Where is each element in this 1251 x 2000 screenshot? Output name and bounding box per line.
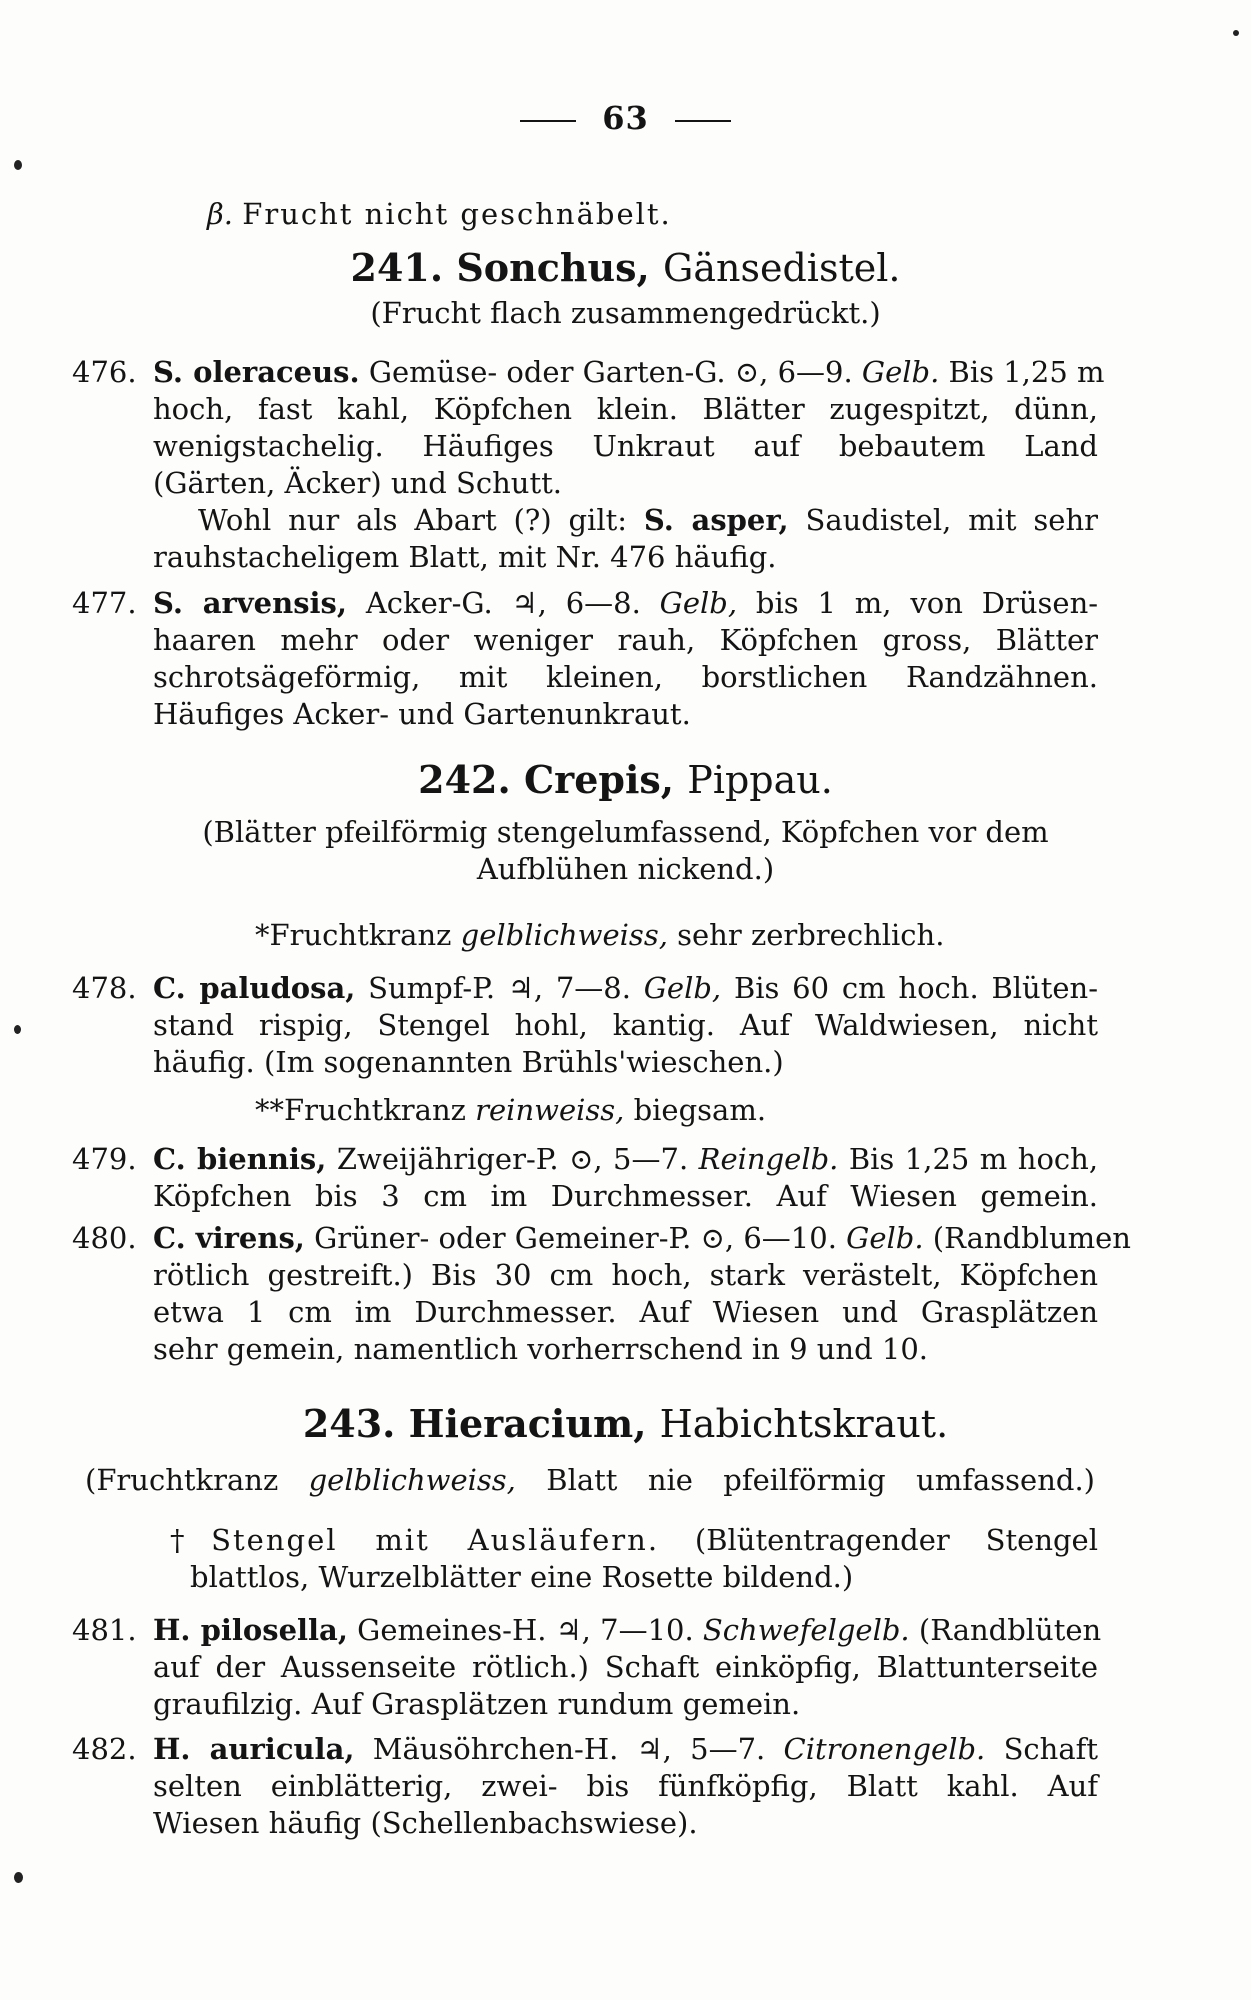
key-text: Fruchtkranz <box>284 1093 476 1127</box>
entry-476-line-6: rauhstacheligem Blatt, mit Nr. 476 häufig. <box>153 540 777 574</box>
entry-text: Bis 60 cm hoch. Blüten- <box>733 971 1098 1005</box>
flower-color: Schwefelgelb. <box>702 1613 910 1647</box>
species-common: Saudistel, <box>788 503 952 537</box>
entry-text: (Randblüten <box>918 1613 1102 1647</box>
entry-text: Bis 1,25 m <box>948 355 1105 389</box>
scan-speck <box>14 160 22 170</box>
key-text: sehr zerbrechlich. <box>667 918 945 952</box>
key-text-spaced: Stengel mit Ausläufern. <box>211 1523 660 1557</box>
entry-476-line-4: (Gärten, Äcker) und Schutt. <box>153 466 563 500</box>
left-dash <box>520 120 576 122</box>
note-text: (Fruchtkranz <box>85 1463 309 1497</box>
genus-242-note-line-1: (Blätter pfeilförmig stengelumfassend, Köpfchen vor dem <box>202 815 1049 849</box>
species-latin: S. asper, <box>643 503 789 537</box>
entry-478-line-1 <box>72 970 1098 1006</box>
key-text-italic: reinweiss, <box>475 1093 625 1127</box>
entry-480-line-4: sehr gemein, namentlich vorherrschend in 9 und 10. <box>153 1332 929 1366</box>
entry-482-line-2: selten einblätterig, zwei- bis fünfköpfig, Blatt kahl. Auf <box>153 1769 1098 1803</box>
entry-text: mit sehr <box>951 503 1098 537</box>
lifecycle: ♃, 6—8. <box>511 586 641 620</box>
flower-color: Gelb, <box>659 586 738 620</box>
entry-478-line-3: häufig. (Im sogenannten Brühls'wieschen.) <box>153 1045 784 1079</box>
scan-speck <box>1233 30 1239 36</box>
scan-speck <box>14 1025 21 1034</box>
lifecycle: ⊙, 6—10. <box>700 1221 837 1255</box>
entry-481-line-1 <box>72 1612 1102 1648</box>
flower-color: Gelb. <box>846 1221 924 1255</box>
flower-color: Gelb, <box>643 971 722 1005</box>
genus-heading-242 <box>0 758 1251 802</box>
entry-479-line-1 <box>72 1141 1098 1177</box>
entry-476-line-5 <box>198 502 1098 538</box>
genus-heading-241 <box>0 246 1251 290</box>
genus-number: 242. <box>418 757 511 802</box>
flower-color: Citronengelb. <box>783 1732 986 1766</box>
entry-477-line-1 <box>72 585 1098 621</box>
entry-476-line-2: hoch, fast kahl, Köpfchen klein. Blätter zugespitzt, dünn, <box>153 392 1098 426</box>
entry-478-line-2: stand rispig, Stengel hohl, kantig. Auf Waldwiesen, nicht <box>153 1008 1098 1042</box>
entry-477-line-2: haaren mehr oder weniger rauh, Köpfchen gross, Blätter <box>153 623 1098 657</box>
beta-heading-text: Frucht nicht geschnäbelt. <box>242 197 672 231</box>
species-latin: C. biennis, <box>153 1142 327 1176</box>
genus-number: 241. <box>350 245 444 290</box>
species-latin: S. oleraceus. <box>153 355 360 389</box>
genus-heading-243 <box>0 1402 1251 1446</box>
flower-color: Gelb. <box>861 355 940 389</box>
lifecycle: ⊙, 6—9. <box>734 355 853 389</box>
species-common: Acker-G. <box>365 586 493 620</box>
entry-480-line-1 <box>72 1220 1131 1256</box>
entry-text: (Randblumen <box>932 1221 1131 1255</box>
key-dagger-line-2: blattlos, Wurzelblätter eine Rosette bildend.) <box>190 1560 854 1594</box>
species-latin: C. paludosa, <box>153 971 356 1005</box>
entry-482-line-3: Wiesen häufig (Schellenbachswiese). <box>153 1806 698 1840</box>
species-common: Grüner- oder Gemeiner-P. <box>314 1221 692 1255</box>
entry-number: 478. <box>72 971 137 1005</box>
entry-476-line-1 <box>72 354 1105 390</box>
genus-243-note <box>85 1462 1095 1498</box>
entry-text: bis 1 m, von Drüsen- <box>755 586 1099 620</box>
entry-number: 476. <box>72 355 137 389</box>
key-text-italic: gelblichweiss, <box>460 918 668 952</box>
genus-german: Pippau. <box>687 758 833 802</box>
key-text: Fruchtkranz <box>269 918 461 952</box>
genus-latin: Hieracium, <box>408 1401 647 1446</box>
entry-text: Bis 1,25 m hoch, <box>848 1142 1099 1176</box>
species-common: Mäusöhrchen-H. <box>372 1732 619 1766</box>
entry-481-line-2: auf der Aussenseite rötlich.) Schaft einköpfig, Blattunterseite <box>153 1650 1098 1684</box>
flower-color: Reingelb. <box>698 1142 839 1176</box>
entry-482-line-1 <box>72 1731 1098 1767</box>
entry-number: 480. <box>72 1221 137 1255</box>
genus-german: Gänsedistel. <box>663 246 901 290</box>
beta-heading <box>207 196 672 232</box>
species-latin: H. pilosella, <box>153 1613 348 1647</box>
entry-477-line-3: schrotsägeförmig, mit kleinen, borstlichen Randzähnen. <box>153 660 1098 694</box>
note-text-italic: gelblichweiss, <box>308 1463 516 1497</box>
entry-number: 481. <box>72 1613 137 1647</box>
page-number-text: 63 <box>602 99 649 137</box>
lifecycle: ⊙, 5—7. <box>569 1142 689 1176</box>
entry-number: 477. <box>72 586 137 620</box>
entry-text: Schaft <box>1003 1732 1099 1766</box>
species-latin: H. auricula, <box>153 1732 355 1766</box>
genus-german: Habichtskraut. <box>659 1402 949 1446</box>
beta-symbol: β. <box>207 197 233 231</box>
entry-476-line-3: wenigstachelig. Häufiges Unkraut auf bebautem Land <box>153 429 1098 463</box>
lifecycle: ♃, 7—8. <box>507 971 631 1005</box>
entry-number: 479. <box>72 1142 137 1176</box>
species-common: Sumpf-P. <box>368 971 496 1005</box>
lifecycle: ♃, 7—10. <box>555 1613 694 1647</box>
entry-number: 482. <box>72 1732 137 1766</box>
species-common: Gemeines-H. <box>357 1613 547 1647</box>
key-star-1 <box>255 917 944 953</box>
key-dagger <box>170 1522 1098 1558</box>
star-mark: * <box>255 918 270 952</box>
species-common: Gemüse- oder Garten-G. <box>368 355 726 389</box>
right-dash <box>675 120 731 122</box>
genus-latin: Crepis, <box>523 757 675 802</box>
scan-speck <box>14 1872 23 1883</box>
key-text: (Blütentragender Stengel <box>659 1523 1098 1557</box>
key-text: biegsam. <box>624 1093 767 1127</box>
species-latin: S. arvensis, <box>153 586 347 620</box>
lifecycle: ♃, 5—7. <box>636 1732 766 1766</box>
entry-text: Wohl nur als Abart (?) gilt: <box>198 503 644 537</box>
key-star-2 <box>255 1092 766 1128</box>
entry-479-line-2: Köpfchen bis 3 cm im Durchmesser. Auf Wiesen gemein. <box>153 1179 1098 1213</box>
dagger-mark: † <box>170 1523 212 1557</box>
note-text: Blatt nie pfeilförmig umfassend.) <box>515 1463 1095 1497</box>
genus-latin: Sonchus, <box>456 245 650 290</box>
genus-242-note-line-2: Aufblühen nickend.) <box>476 852 775 886</box>
entry-480-line-3: etwa 1 cm im Durchmesser. Auf Wiesen und Grasplätzen <box>153 1295 1098 1329</box>
entry-477-line-4: Häufiges Acker- und Gartenunkraut. <box>153 697 691 731</box>
species-latin: C. virens, <box>153 1221 305 1255</box>
genus-241-note: (Frucht flach zusammengedrückt.) <box>370 296 881 330</box>
entry-481-line-3: graufilzig. Auf Grasplätzen rundum gemein. <box>153 1687 801 1721</box>
species-common: Zweijähriger-P. <box>336 1142 559 1176</box>
genus-number: 243. <box>302 1401 396 1446</box>
entry-480-line-2: rötlich gestreift.) Bis 30 cm hoch, stark verästelt, Köpfchen <box>153 1258 1098 1292</box>
page-number <box>0 100 1251 136</box>
star-mark: ** <box>255 1093 284 1127</box>
